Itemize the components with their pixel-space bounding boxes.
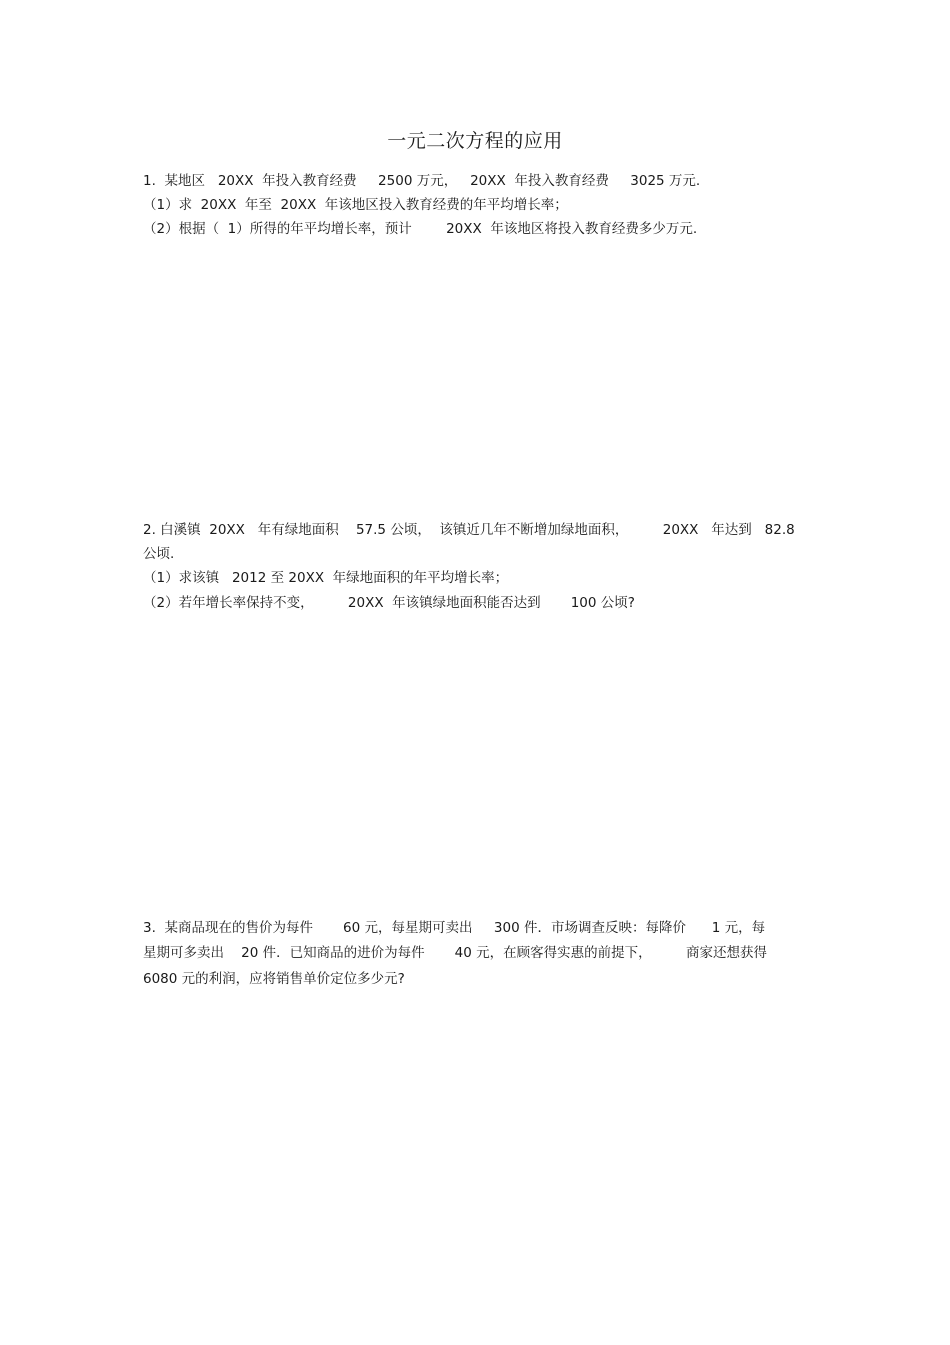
problem-3-line-1: 3. 某商品现在的售价为每件 60 元，每星期可卖出 300 件．市场调查反映：每降价 1 元，每 xyxy=(143,920,766,936)
problem-2-question-2: （2）若年增长率保持不变， 20XX 年该镇绿地面积能否达到 100 公顷? xyxy=(143,595,635,611)
problem-1-question-2: （2）根据（ 1）所得的年平均增长率，预计 20XX 年该地区将投入教育经费多少万元. xyxy=(143,221,698,237)
document-title: 一元二次方程的应用 xyxy=(387,130,563,152)
problem-2-statement-continued: 公顷. xyxy=(143,546,175,562)
problem-1-statement: 1. 某地区 20XX 年投入教育经费 2500 万元， 20XX 年投入教育经费 3025 万元. xyxy=(143,173,701,189)
problem-2-question-1: （1）求该镇 2012 至 20XX 年绿地面积的年平均增长率； xyxy=(143,570,509,586)
problem-1-question-1: （1）求 20XX 年至 20XX 年该地区投入教育经费的年平均增长率； xyxy=(143,197,568,213)
problem-3-line-3: 6080 元的利润，应将销售单价定位多少元? xyxy=(143,971,405,987)
problem-2-statement: 2. 白溪镇 20XX 年有绿地面积 57.5 公顷， 该镇近几年不断增加绿地面积， 20XX 年达到 82.8 xyxy=(143,522,795,538)
problem-3-line-2: 星期可多卖出 20 件．已知商品的进价为每件 40 元，在顾客得实惠的前提下， 商家还想获得 xyxy=(143,945,767,961)
